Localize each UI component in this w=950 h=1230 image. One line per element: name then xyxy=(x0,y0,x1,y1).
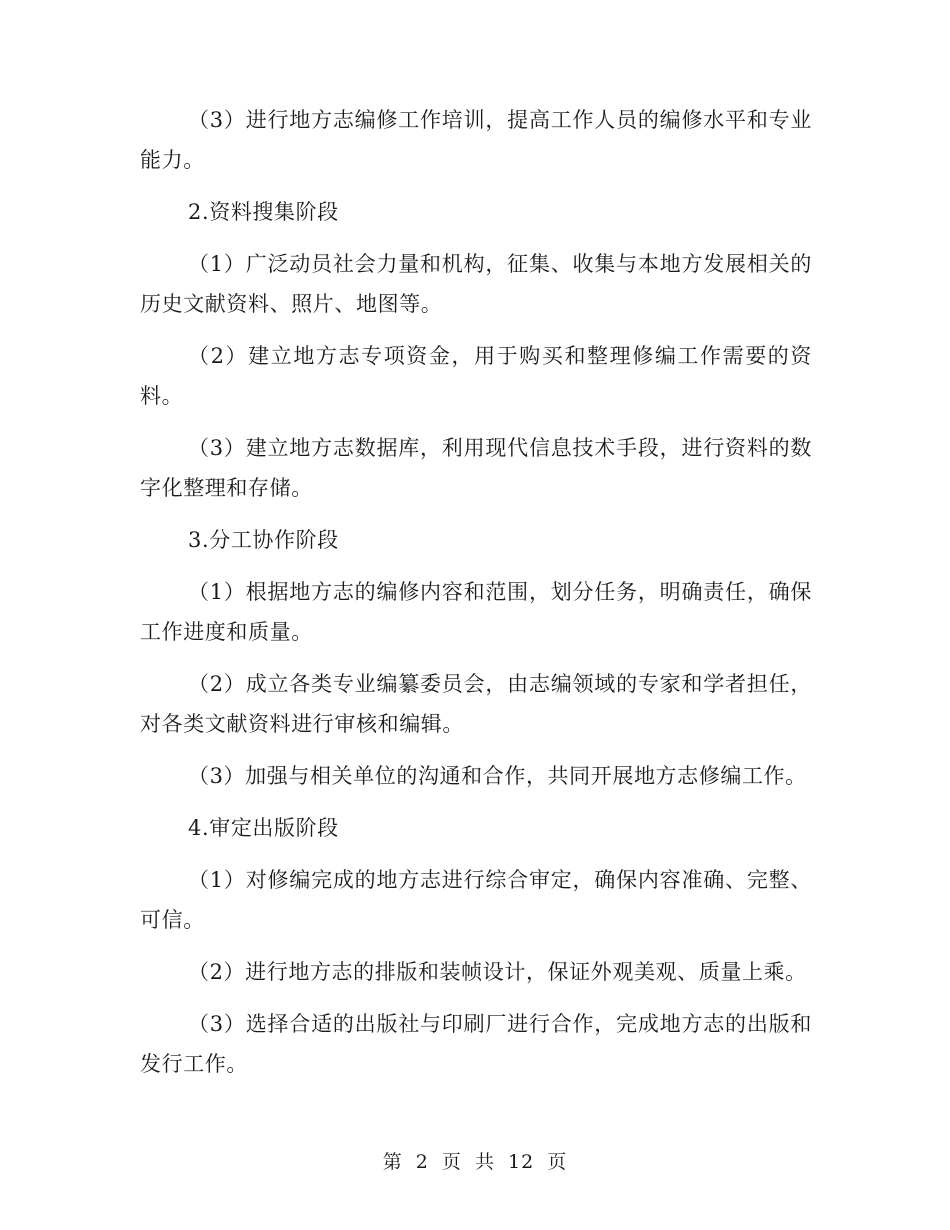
page-number-footer: 第 2 页 共 12 页 xyxy=(382,1151,568,1173)
paragraph-funding: （2）建立地方志专项资金，用于购买和整理修编工作需要的资料。 xyxy=(140,344,812,408)
section-heading-division-of-labor: 3.分工协作阶段 xyxy=(188,528,339,552)
section-heading-material-collection: 2.资料搜集阶段 xyxy=(188,200,339,224)
document-body xyxy=(140,100,812,1096)
section-heading-review-publish: 4.审定出版阶段 xyxy=(188,816,339,840)
paragraph-committee: （2）成立各类专业编纂委员会，由志编领域的专家和学者担任，对各类文献资料进行审核和编辑。 xyxy=(140,672,812,736)
paragraph-database: （3）建立地方志数据库，利用现代信息技术手段，进行资料的数字化整理和存储。 xyxy=(140,436,812,500)
paragraph-mobilize: （1）广泛动员社会力量和机构，征集、收集与本地方发展相关的历史文献资料、照片、地图等。 xyxy=(140,252,812,316)
paragraph-publishing: （3）选择合适的出版社与印刷厂进行合作，完成地方志的出版和发行工作。 xyxy=(140,1012,812,1076)
paragraph-training: （3）进行地方志编修工作培训，提高工作人员的编修水平和专业能力。 xyxy=(140,108,812,172)
paragraph-assign-tasks: （1）根据地方志的编修内容和范围，划分任务，明确责任，确保工作进度和质量。 xyxy=(140,580,812,644)
paragraph-cooperation: （3）加强与相关单位的沟通和合作，共同开展地方志修编工作。 xyxy=(188,764,807,788)
paragraph-layout-design: （2）进行地方志的排版和装帧设计，保证外观美观、质量上乘。 xyxy=(188,960,807,984)
paragraph-review: （1）对修编完成的地方志进行综合审定，确保内容准确、完整、可信。 xyxy=(140,868,812,932)
